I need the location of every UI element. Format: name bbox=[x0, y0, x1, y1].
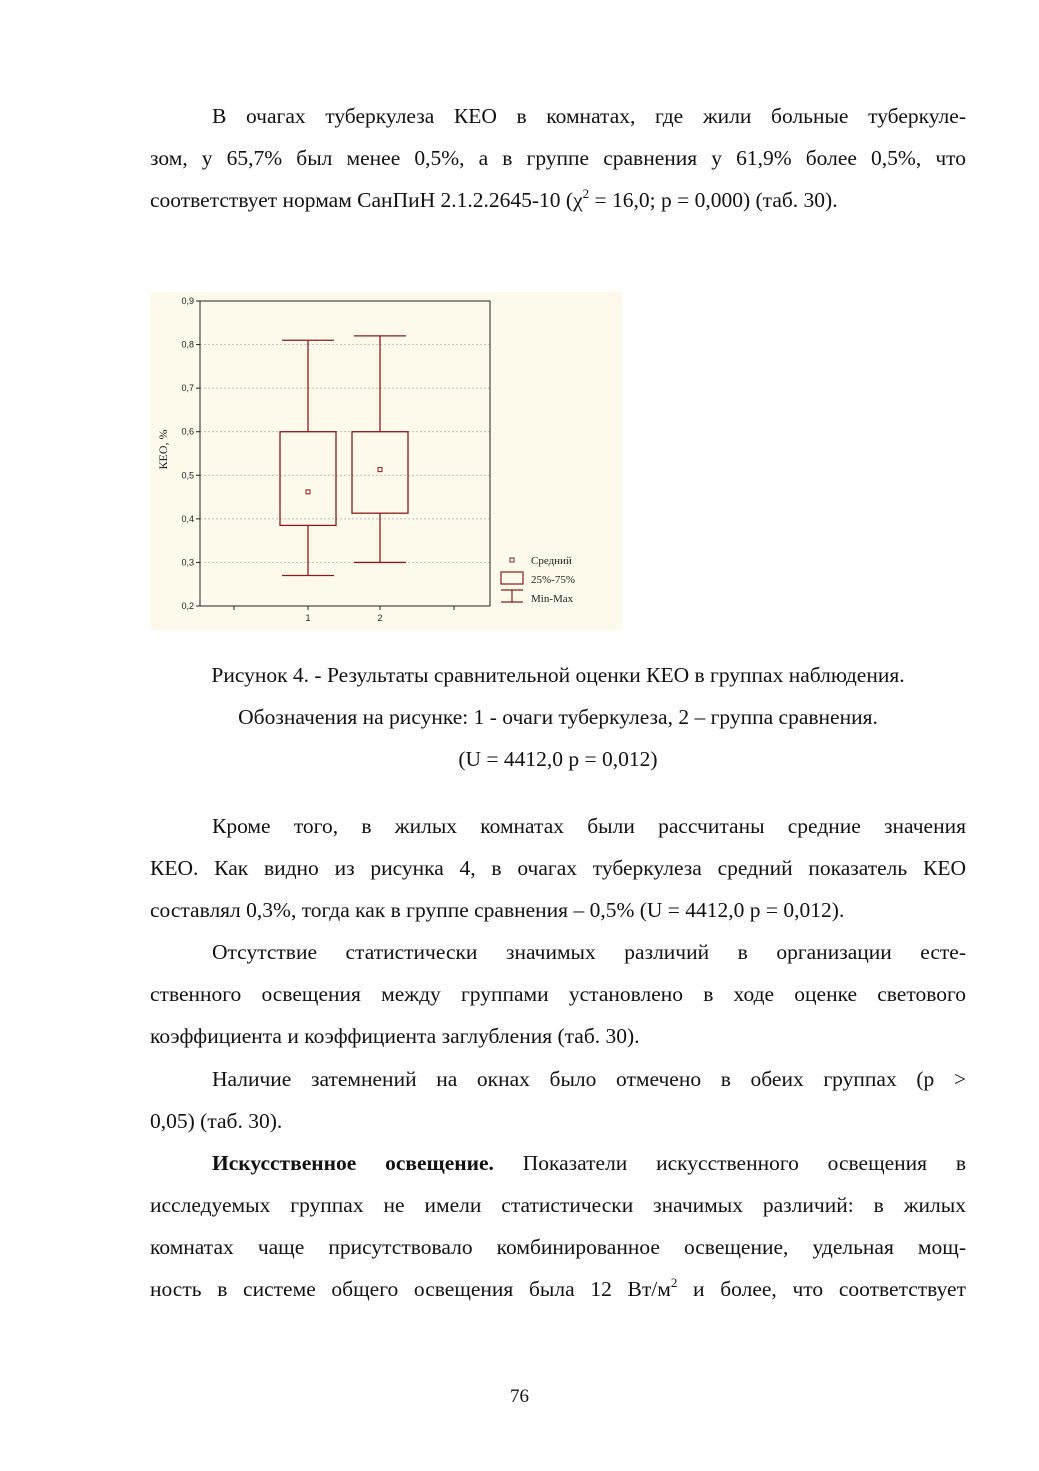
figure-caption bbox=[150, 654, 966, 780]
paragraph-1 bbox=[150, 95, 966, 221]
x-tick-label: 1 bbox=[305, 613, 311, 623]
text-line: Наличие затемнений на окнах было отмечено в обеих группах (р > bbox=[212, 1067, 966, 1091]
y-tick-label: 0,8 bbox=[181, 339, 194, 350]
text-line: исследуемых группах не имели статистически значимых различий: в жилых bbox=[150, 1193, 966, 1217]
text-line: Искусственное освещение. Показатели искусственного освещения в bbox=[212, 1151, 966, 1175]
text-line: составлял 0,3%, тогда как в группе сравнения – 0,5% (U = 4412,0 р = 0,012). bbox=[150, 898, 845, 922]
text-line: КЕО. Как видно из рисунка 4, в очагах туберкулеза средний показатель КЕО bbox=[150, 856, 966, 880]
paragraph-4 bbox=[150, 1058, 966, 1142]
caption-title: Рисунок 4. - Результаты сравнительной оценки КЕО в группах наблюдения. bbox=[211, 663, 905, 687]
text-line: 0,05) (таб. 30). bbox=[150, 1109, 283, 1133]
text-line: Отсутствие статистически значимых различий в организации есте- bbox=[212, 940, 966, 964]
y-tick-label: 0,6 bbox=[181, 426, 194, 437]
y-tick-label: 0,7 bbox=[181, 383, 194, 394]
caption-legend-note: Обозначения на рисунке: 1 - очаги туберкулеза, 2 – группа сравнения. bbox=[238, 705, 878, 729]
text-line: коэффициента и коэффициента заглубления (таб. 30). bbox=[150, 1024, 640, 1048]
y-tick-label: 0,9 bbox=[181, 296, 194, 306]
page-number: 76 bbox=[510, 1386, 529, 1407]
y-axis-label: КЕО, % bbox=[156, 429, 170, 470]
text-line: Кроме того, в жилых комнатах были рассчитаны средние значения bbox=[212, 814, 966, 838]
superscript: 2 bbox=[582, 186, 590, 201]
superscript: 2 bbox=[670, 1275, 678, 1290]
text-line: соответствует нормам СанПиН 2.1.2.2645-10 ($\chi^2 = 16,0$; р = 0,000) (таб. 30). bbox=[150, 186, 838, 212]
y-tick-label: 0,2 bbox=[181, 601, 194, 611]
bold-heading: Искусственное освещение. bbox=[212, 1151, 494, 1175]
box-plot-chart bbox=[150, 292, 622, 630]
text-line: ность в системе общего освещения была 12 $Вт/м^2$ и более, что соответствует bbox=[150, 1275, 966, 1301]
caption-stats: (U = 4412,0 р = 0,012) bbox=[458, 747, 658, 771]
text-line: комнатах чаще присутствовало комбинированное освещение, удельная мощ- bbox=[150, 1235, 966, 1259]
y-tick-label: 0,5 bbox=[181, 470, 194, 481]
legend-label-mean: Средний bbox=[531, 555, 572, 567]
y-tick-label: 0,4 bbox=[181, 513, 194, 524]
legend-label-iqr: 25%-75% bbox=[531, 574, 575, 586]
x-tick-label: 2 bbox=[377, 613, 383, 623]
text-line: зом, у 65,7% был менее 0,5%, а в группе сравнения у 61,9% более 0,5%, что bbox=[150, 146, 966, 170]
paragraph-2 bbox=[150, 805, 966, 931]
paragraph-5 bbox=[150, 1142, 966, 1310]
legend-label-range: Min-Max bbox=[531, 593, 574, 605]
paragraph-3 bbox=[150, 931, 966, 1057]
text-line: ственного освещения между группами установлено в ходе оценке светового bbox=[150, 982, 966, 1006]
y-tick-label: 0,3 bbox=[181, 557, 194, 568]
text-line: В очагах туберкулеза КЕО в комнатах, где жили больные туберкуле- bbox=[212, 104, 966, 128]
